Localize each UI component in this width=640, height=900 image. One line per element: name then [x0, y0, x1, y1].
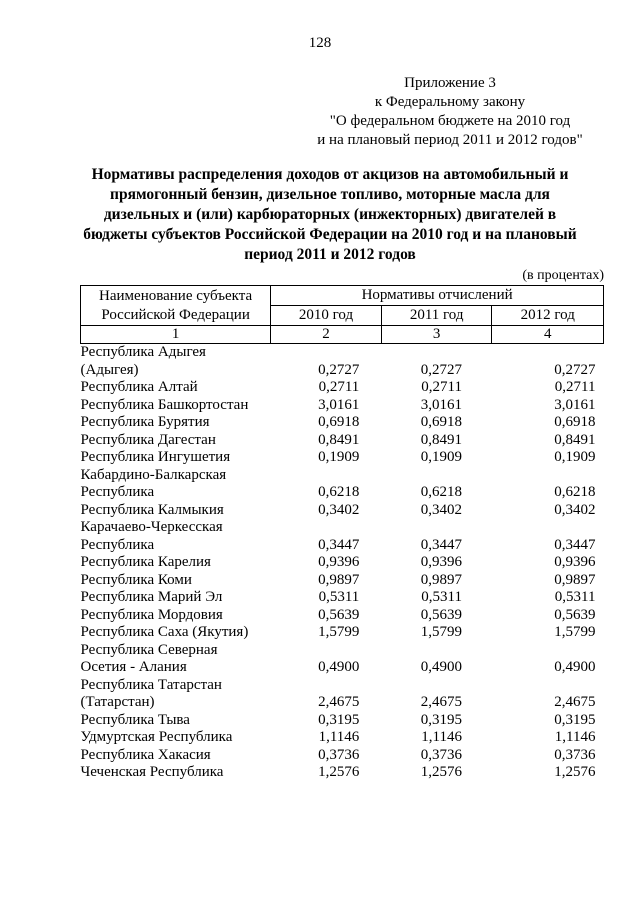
table-row	[81, 607, 604, 625]
rate-value-2010: 0,9396	[318, 554, 360, 570]
table-row	[81, 677, 604, 712]
subject-name-line: Республика Татарстан	[80, 676, 222, 693]
subject-name-line: Республика Северная	[80, 641, 218, 658]
subject-name-line: (Татарстан)	[80, 694, 155, 710]
subject-name-line: Чеченская Республика	[80, 764, 224, 780]
rate-value-2011: 0,1909	[420, 449, 462, 465]
rate-value-2012: 0,8491	[554, 431, 596, 448]
rate-value-2012: 0,3402	[554, 501, 596, 518]
table-row	[81, 467, 604, 502]
rate-value-2012: 0,1909	[554, 449, 596, 465]
subject-name	[81, 677, 271, 712]
subject-name-line: Республика Адыгея	[80, 344, 206, 360]
rate-value-2010: 0,6218	[318, 484, 360, 500]
table-row	[81, 379, 604, 397]
title-line: бюджеты субъектов Российской Федерации на 2010 год и на плановый	[83, 226, 577, 243]
table-row	[81, 729, 604, 747]
rate-value-2012: 0,4900	[554, 659, 596, 675]
table-row	[81, 712, 604, 730]
subject-name-line: Республика Мордовия	[80, 606, 223, 623]
rate-value-2011: 0,3736	[420, 746, 462, 763]
subject-name-line: Республика Марий Эл	[80, 589, 223, 605]
subject-name	[81, 572, 271, 590]
subject-name-line: Удмуртская Республика	[80, 729, 233, 745]
subject-name-line: Республика Карелия	[80, 554, 211, 570]
rate-value-2011: 0,9396	[420, 554, 462, 570]
rate-value-2012: 1,1146	[554, 729, 596, 745]
header-name-line: Российской Федерации	[101, 306, 250, 323]
rate-value-2011: 0,6918	[420, 414, 462, 430]
rate-value-2011: 0,3447	[420, 536, 462, 553]
rate-value-2011: 0,3195	[420, 711, 462, 728]
table-row	[81, 624, 604, 642]
subject-name	[81, 747, 271, 765]
table-row	[81, 554, 604, 572]
subject-name-line: Республика Тыва	[80, 711, 190, 728]
subject-name-line: Карачаево-Черкесская	[80, 519, 223, 535]
rate-value-2010: 0,3402	[318, 501, 360, 518]
subject-name	[81, 397, 271, 415]
column-number: 1	[81, 326, 271, 344]
rate-value-2011: 0,9897	[420, 571, 462, 588]
rate-value-2010: 0,2727	[318, 361, 360, 378]
rate-value-2011: 0,3402	[420, 501, 462, 518]
subject-name-line: Республика Ингушетия	[80, 449, 231, 465]
table-row	[81, 642, 604, 677]
rate-value-2010: 0,3195	[318, 711, 360, 728]
subject-name-line: Республика Алтай	[80, 379, 198, 395]
column-number: 2	[271, 326, 382, 344]
rate-value-2011: 0,2727	[420, 361, 462, 378]
subject-name-line: Республика Саха (Якутия)	[80, 624, 249, 640]
subject-name	[81, 554, 271, 572]
rate-value-2011: 0,5311	[421, 589, 462, 605]
table-row	[81, 747, 604, 765]
rate-value-2010: 0,5311	[318, 589, 360, 605]
rate-value-2010: 0,8491	[318, 431, 360, 448]
subject-name	[81, 607, 271, 625]
rate-value-2012: 0,3195	[554, 711, 596, 728]
subject-name-line: (Адыгея)	[80, 361, 139, 378]
column-number: 4	[492, 326, 604, 344]
appendix-reference	[300, 74, 600, 150]
table-row	[81, 449, 604, 467]
rate-value-2010: 0,3447	[318, 536, 360, 553]
rate-value-2011: 3,0161	[420, 396, 462, 413]
subject-name	[81, 764, 271, 782]
rate-value-2011: 0,2711	[421, 379, 462, 395]
rate-value-2011: 1,5799	[420, 624, 462, 640]
rate-value-2012: 0,2727	[554, 361, 596, 378]
table-row	[81, 502, 604, 520]
rate-value-2010: 1,5799	[318, 624, 360, 640]
rate-value-2011: 0,6218	[420, 484, 462, 500]
rate-value-2010: 2,4675	[318, 694, 360, 710]
rate-value-2010: 1,2576	[318, 764, 360, 780]
header-year: 2010 год	[271, 306, 382, 326]
subject-name-line: Республика Хакасия	[80, 746, 211, 763]
rate-value-2010: 0,6918	[318, 414, 360, 430]
page-number: 128	[308, 35, 332, 51]
rate-value-2011: 0,5639	[420, 606, 462, 623]
rate-value-2012: 1,5799	[554, 624, 596, 640]
table-row	[81, 344, 604, 380]
rate-value-2010: 1,1146	[318, 729, 360, 745]
rate-value-2010: 0,5639	[318, 606, 360, 623]
rate-value-2010: 0,9897	[318, 571, 360, 588]
subject-name	[81, 467, 271, 502]
subject-name	[81, 729, 271, 747]
table-row	[81, 764, 604, 782]
rate-value-2010: 0,2711	[318, 379, 360, 395]
appendix-line: к Федеральному закону	[374, 94, 526, 110]
column-number: 3	[381, 326, 492, 344]
subject-name	[81, 344, 271, 380]
rate-value-2012: 0,9396	[554, 554, 596, 570]
appendix-line: и на плановый период 2011 и 2012 годов"	[317, 132, 583, 148]
subject-name-line: Республика	[80, 484, 155, 500]
column-number-row	[81, 326, 604, 344]
header-subject-name	[81, 286, 271, 326]
rate-value-2012: 0,9897	[554, 571, 596, 588]
rate-value-2012: 0,5311	[554, 589, 596, 605]
subject-name	[81, 712, 271, 730]
header-year: 2012 год	[492, 306, 604, 326]
subject-name	[81, 642, 271, 677]
rate-value-2012: 0,6218	[554, 484, 596, 500]
title-line: дизельных и (или) карбюраторных (инжекторных) двигателей в	[103, 206, 557, 223]
rate-value-2011: 1,1146	[421, 729, 462, 745]
subject-name	[81, 449, 271, 467]
title-line: прямогонный бензин, дизельное топливо, моторные масла для	[110, 186, 550, 203]
rate-value-2012: 3,0161	[554, 396, 596, 413]
title-line: Нормативы распределения доходов от акцизов на автомобильный и	[91, 166, 569, 183]
rate-value-2010: 3,0161	[318, 396, 360, 413]
header-year: 2011 год	[381, 306, 492, 326]
rate-value-2011: 2,4675	[420, 694, 462, 710]
subject-name-line: Республика Башкортостан	[80, 396, 249, 413]
subject-name	[81, 519, 271, 554]
subject-name	[81, 379, 271, 397]
table-row	[81, 519, 604, 554]
table-header-row	[81, 286, 604, 306]
rate-value-2010: 0,3736	[318, 746, 360, 763]
subject-name-line: Осетия - Алания	[80, 659, 187, 675]
rate-value-2012: 1,2576	[554, 764, 596, 780]
rate-value-2011: 1,2576	[420, 764, 462, 780]
subject-name-line: Кабардино-Балкарская	[80, 466, 227, 483]
rate-value-2012: 0,3736	[554, 746, 596, 763]
table-row	[81, 572, 604, 590]
rate-value-2010: 0,4900	[318, 659, 360, 675]
rate-value-2012: 0,6918	[554, 414, 596, 430]
table-row	[81, 414, 604, 432]
appendix-line: Приложение 3	[404, 75, 496, 91]
table-row	[81, 432, 604, 450]
subject-name-line: Республика Бурятия	[80, 414, 210, 430]
table-row	[81, 397, 604, 415]
header-name-line: Наименование субъекта	[99, 287, 253, 304]
subject-name-line: Республика Коми	[80, 571, 192, 588]
rate-value-2012: 2,4675	[554, 694, 596, 710]
rate-value-2010: 0,1909	[318, 449, 360, 465]
subject-name	[81, 502, 271, 520]
rate-value-2012: 0,5639	[554, 606, 596, 623]
subject-name	[81, 432, 271, 450]
appendix-line: "О федеральном бюджете на 2010 год	[329, 113, 571, 129]
units-note: (в процентах)	[522, 268, 604, 283]
subject-name	[81, 589, 271, 607]
subject-name	[81, 624, 271, 642]
subject-name	[81, 414, 271, 432]
title-line: период 2011 и 2012 годов	[244, 246, 416, 263]
rate-value-2012: 0,2711	[554, 379, 596, 395]
subject-name-line: Республика Калмыкия	[80, 501, 224, 518]
document-title	[60, 165, 600, 265]
rates-table	[80, 285, 604, 782]
table-row	[81, 589, 604, 607]
rate-value-2011: 0,4900	[420, 659, 462, 675]
rate-value-2011: 0,8491	[420, 431, 462, 448]
rate-value-2012: 0,3447	[554, 536, 596, 553]
header-group: Нормативы отчислений	[271, 286, 604, 306]
subject-name-line: Республика	[80, 536, 155, 553]
subject-name-line: Республика Дагестан	[80, 431, 216, 448]
